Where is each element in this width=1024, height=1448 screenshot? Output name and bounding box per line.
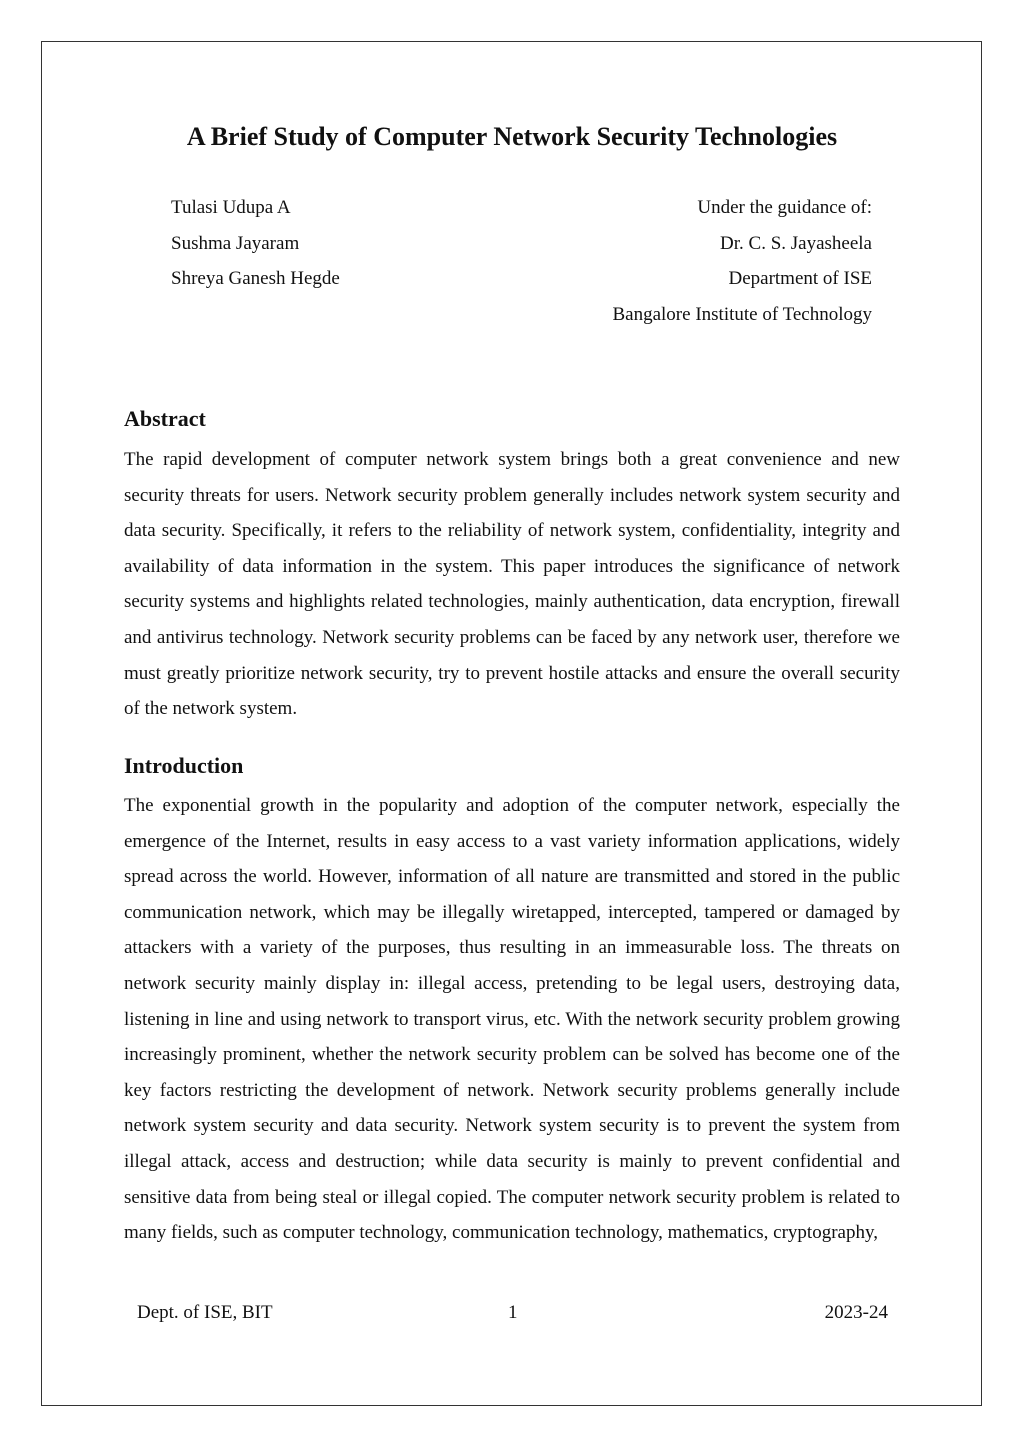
guide-name: Dr. C. S. Jayasheela [720, 232, 872, 254]
guide-department: Department of ISE [728, 268, 872, 289]
guide-institute: Bangalore Institute of Technology [612, 303, 872, 325]
guidance-label: Under the guidance of: [697, 197, 872, 218]
paper-title: A Brief Study of Computer Network Security Technologies [186, 122, 838, 151]
introduction-heading: Introduction [124, 753, 244, 778]
page-number: 1 [508, 1302, 518, 1323]
author-name: Sushma Jayaram [171, 232, 300, 254]
abstract-heading: Abstract [124, 406, 206, 431]
guidance-block [612, 190, 872, 332]
abstract-text: The rapid development of computer network system brings both a great convenience and new security threats for users. Network security problem generally includes network system security and data security. Specifically, it refers to the reliability of network system, confidentiality, integrity and availability of data information in the system. This paper introduces the significance of network security systems and highlights related technologies, mainly authentication, data encryption, firewall and antivirus technology. Network security problems can be faced by any network user, therefore we must greatly prioritize network security, try to prevent hostile attacks and ensure the overall security of the network system. [124, 449, 900, 720]
author-name: Tulasi Udupa A [171, 197, 291, 218]
author-name: Shreya Ganesh Hegde [171, 268, 340, 289]
footer-year: 2023-24 [824, 1302, 888, 1323]
introduction-text: The exponential growth in the popularity and adoption of the computer network, especially the emergence of the Internet, results in easy access to a vast variety information applications, widely spread across the world. However, information of all nature are transmitted and stored in the public communication network, which may be illegally wiretapped, intercepted, tampered or damaged by attackers with a variety of the purposes, thus resulting in an immeasurable loss. The threats on network security mainly display in: illegal access, pretending to be legal users, destroying data, listening in line and using network to transport virus, etc. With the network security problem growing increasingly prominent, whether the network security problem can be solved has become one of the key factors restricting the development of network. Network security problems generally include network system security and data security. Network system security is to prevent the system from illegal attack, access and destruction; while data security is mainly to prevent confidential and sensitive data from being steal or illegal copied. The computer network security problem is related to many fields, such as computer technology, communication technology, mathematics, cryptography, [124, 795, 900, 1244]
footer-department: Dept. of ISE, BIT [137, 1302, 273, 1323]
author-list [171, 190, 340, 297]
